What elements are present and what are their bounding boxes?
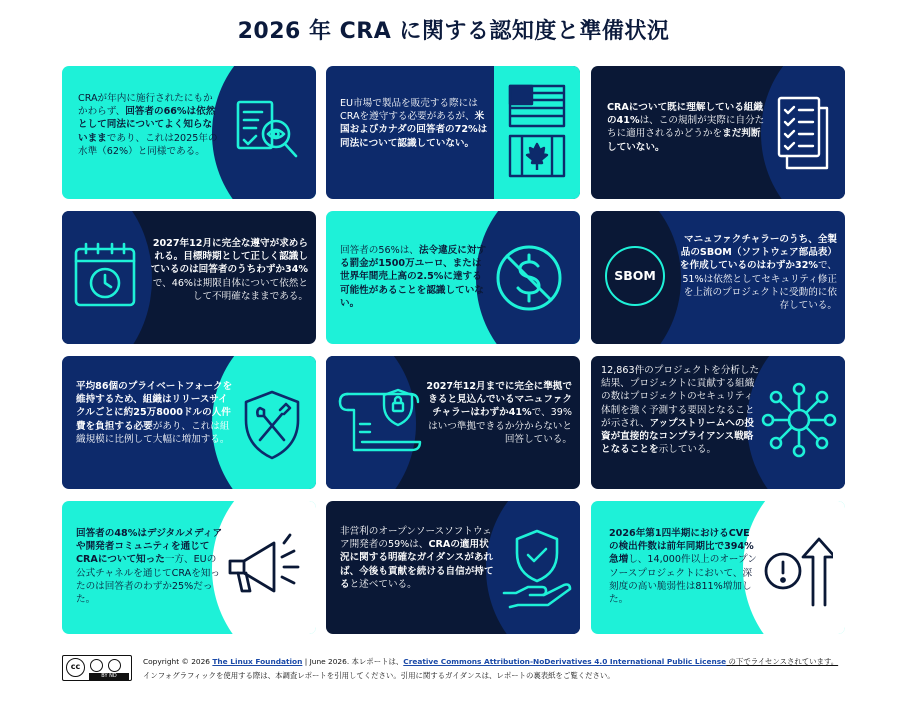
scroll-lock-shield-icon xyxy=(334,380,426,462)
checklist-document-icon xyxy=(775,94,833,172)
card-text: 非営利のオープンソースソフトウェア開発者の59%は、CRAの適用状況に関する明確なガイダンスがあれば、今後も貢献を続ける自信が持てると述べている。 xyxy=(340,526,494,590)
stat-card-private-forks xyxy=(62,356,316,489)
stat-card-awareness xyxy=(62,66,316,199)
network-hub-icon xyxy=(759,380,839,460)
cc-license-badge[interactable] xyxy=(62,655,132,681)
card-text: 回答者の48%はデジタルメディアや開発者コミュニティを通じてCRAについて知った一方、EUの公式チャネルを通じてCRAを知ったのは回答者のわずか25%だった。 xyxy=(76,528,223,606)
page-title: 2026 年 CRA に関する認知度と準備状況 xyxy=(237,19,670,44)
stat-card-applicability xyxy=(591,66,845,199)
cc-logo-circle: cc xyxy=(66,658,85,677)
calendar-clock-icon xyxy=(72,241,138,311)
footer-citation-note: インフォグラフィックを使用する際は、本調査レポートを引用してください。引用に関するガイダンスは、レポートの裏表紙をご覧ください。 xyxy=(143,671,615,680)
card-text: マニュファクチャラーのうち、全製品のSBOM（ソフトウェア部品表）を作成しているのはわずか32%で、51%は依然としてセキュリティ修正を上流のプロジェクトに受動的に依存している。 xyxy=(679,234,837,312)
stat-card-cve-surge xyxy=(591,501,845,634)
copyright-mid: | June 2026. 本レポートは、 xyxy=(302,657,404,666)
stat-card-upstream xyxy=(591,356,845,489)
card-text: CRAについて既に理解している組織の41%は、この規制が実際に自分たちに適用されるかどうかをまだ判断していない。 xyxy=(607,102,765,153)
stat-card-deadline xyxy=(62,211,316,344)
card-text: 回答者の56%は、法令違反に対する罰金が1500万ユーロ、または世界年間売上高の2.5%に達する可能性があることを認識していない。 xyxy=(340,245,487,309)
megaphone-icon xyxy=(220,531,308,603)
sbom-badge-icon: SBOM xyxy=(605,246,665,306)
document-magnifier-icon xyxy=(232,96,302,168)
us-canada-flags-icon xyxy=(506,80,568,184)
stat-card-us-canada xyxy=(326,66,580,199)
copyright-suffix: の下でライセンスされています。 xyxy=(726,657,839,666)
by-icon xyxy=(90,659,103,672)
card-text: CRAが年内に施行されたにもかかわらず、回答者の66%は依然として同法についてよく知らないままであり、これは2025年の水準（62%）と同様である。 xyxy=(78,93,218,157)
card-text: 2027年12月に完全な遵守が求められる。目標時期として正しく認識しているのは回答者のうちわずか34%で、46%は期限自体について依然として不明確なままである。 xyxy=(150,238,308,302)
card-text: EU市場で製品を販売する際にはCRAを遵守する必要があるが、米国およびカナダの回答者の72%は同法について認識していない。 xyxy=(340,98,488,149)
stat-card-guidance xyxy=(326,501,580,634)
cc-sub-label: BY ND xyxy=(89,673,129,680)
alert-up-arrow-icon xyxy=(761,535,833,609)
hand-shield-check-icon xyxy=(500,527,574,611)
copyright-text: Copyright © 2026 xyxy=(143,657,213,666)
license-link[interactable]: Creative Commons Attribution-NoDerivatives 4.0 International Public License xyxy=(403,657,727,666)
shield-tools-icon xyxy=(240,388,304,462)
card-text: 2027年12月までに完全に準拠できると見込んでいるマニュファクチャラーはわずか41%で、39%はいつ準拠できるか分からないと回答している。 xyxy=(426,381,572,445)
stat-card-fines xyxy=(326,211,580,344)
nd-icon xyxy=(108,659,121,672)
linux-foundation-link[interactable]: The Linux Foundation xyxy=(212,657,303,666)
footer-copyright xyxy=(143,656,838,667)
stat-card-sbom xyxy=(591,211,845,344)
card-text: 2026年第1四半期におけるCVEの検出件数は前年同期比で394%急増し、14,000件以上のオープンソースプロジェクトにおいて、深刻度の高い脆弱性は811%増加した。 xyxy=(609,528,757,606)
stat-card-readiness xyxy=(326,356,580,489)
stat-card-channels xyxy=(62,501,316,634)
card-text: 平均86個のプライベートフォークを維持するため、組織はリリースサイクルごとに約25万8000ドルの人件費を負担する必要があり、これは組織規模に比例して大幅に増加する。 xyxy=(76,381,233,445)
card-text: 12,863件のプロジェクトを分析した結果、プロジェクトに貢献する組織の数はプロジェクトのセキュリティ体制を強く予測する要因となることが示され、アップストリームへの投資が直接的なコンプライアンス戦略となることを示している。 xyxy=(601,365,760,456)
no-dollar-icon xyxy=(492,241,566,315)
